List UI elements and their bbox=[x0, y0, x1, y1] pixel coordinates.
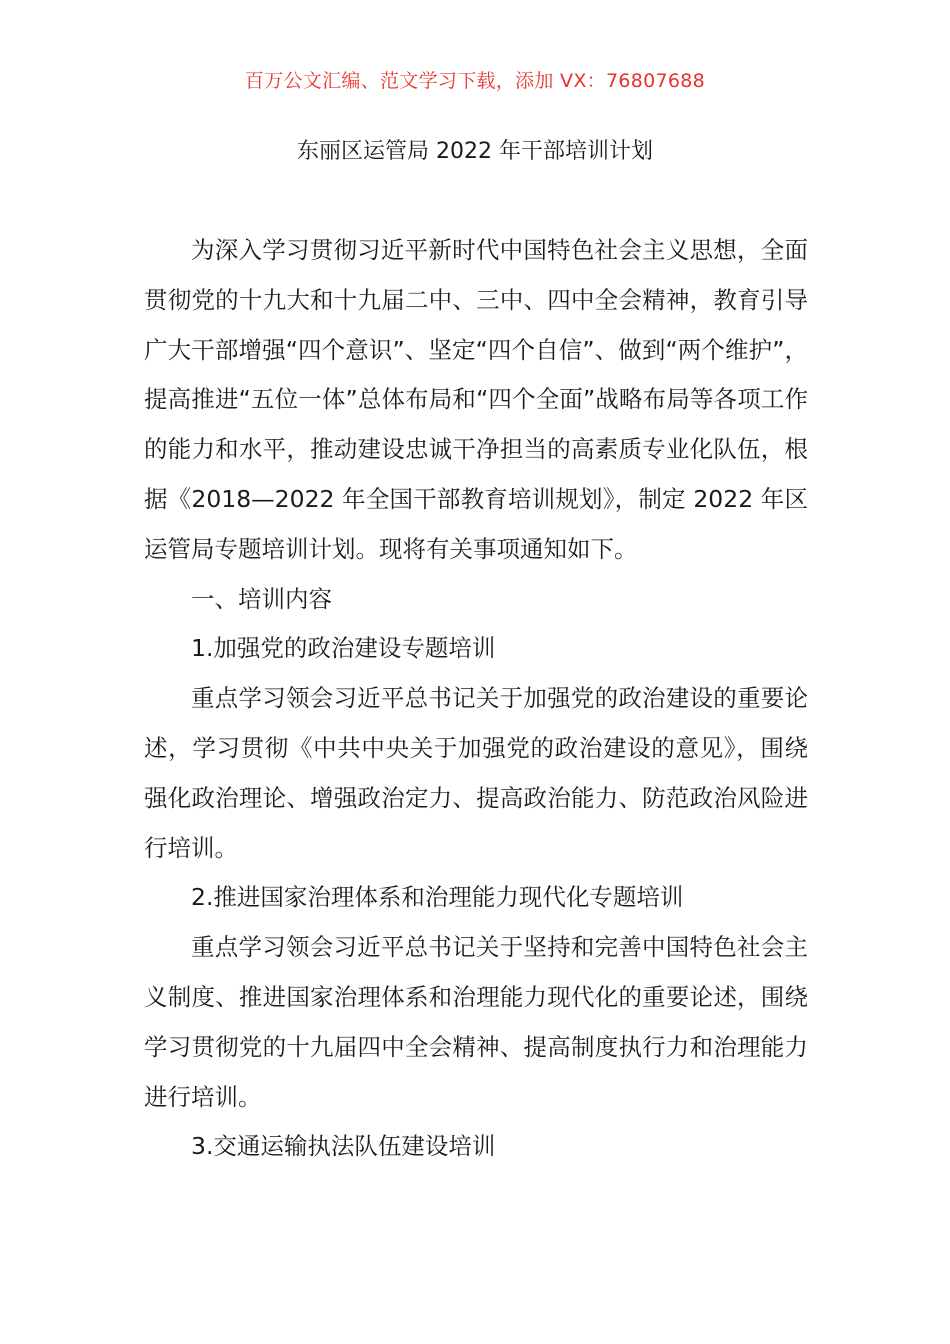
subsection-heading-3: 3.交通运输执法队伍建设培训 bbox=[191, 1132, 496, 1161]
header-banner: 百万公文汇编、范文学习下载，添加 VX：76807688 bbox=[244, 70, 706, 92]
intro-paragraph: 为深入学习贯彻习近平新时代中国特色社会主义思想，全面贯彻党的十九大和十九届二中、三中、四中全会精神，教育引导广大干部增强“四个意识”、坚定“四个自信”、做到“两个维护”，提高推进“五位一体”总体布局和“四个全面”战略布局等各项工作的能力和水平，推动建设忠诚干净担当的高素质专业化队伍，根据《2018—2022 年全国干部教育培训规划》，制定 2022 年区运管局专题培训计划。现将有关事项通知如下。 bbox=[144, 236, 808, 563]
subsection-heading-1: 1.加强党的政治建设专题培训 bbox=[191, 634, 496, 663]
section-heading-training-content: 一、培训内容 bbox=[191, 584, 332, 613]
subsection-heading-2: 2.推进国家治理体系和治理能力现代化专题培训 bbox=[191, 883, 684, 912]
subsection-paragraph-1: 重点学习领会习近平总书记关于加强党的政治建设的重要论述，学习贯彻《中共中央关于加强党的政治建设的意见》，围绕强化政治理论、增强政治定力、提高政治能力、防范政治风险进行培训。 bbox=[144, 684, 808, 862]
document-title: 东丽区运管局 2022 年干部培训计划 bbox=[297, 139, 653, 164]
document-body bbox=[144, 226, 808, 1172]
subsection-paragraph-2: 重点学习领会习近平总书记关于坚持和完善中国特色社会主义制度、推进国家治理体系和治理能力现代化的重要论述，围绕学习贯彻党的十九届四中全会精神、提高制度执行力和治理能力进行培训。 bbox=[144, 933, 808, 1111]
